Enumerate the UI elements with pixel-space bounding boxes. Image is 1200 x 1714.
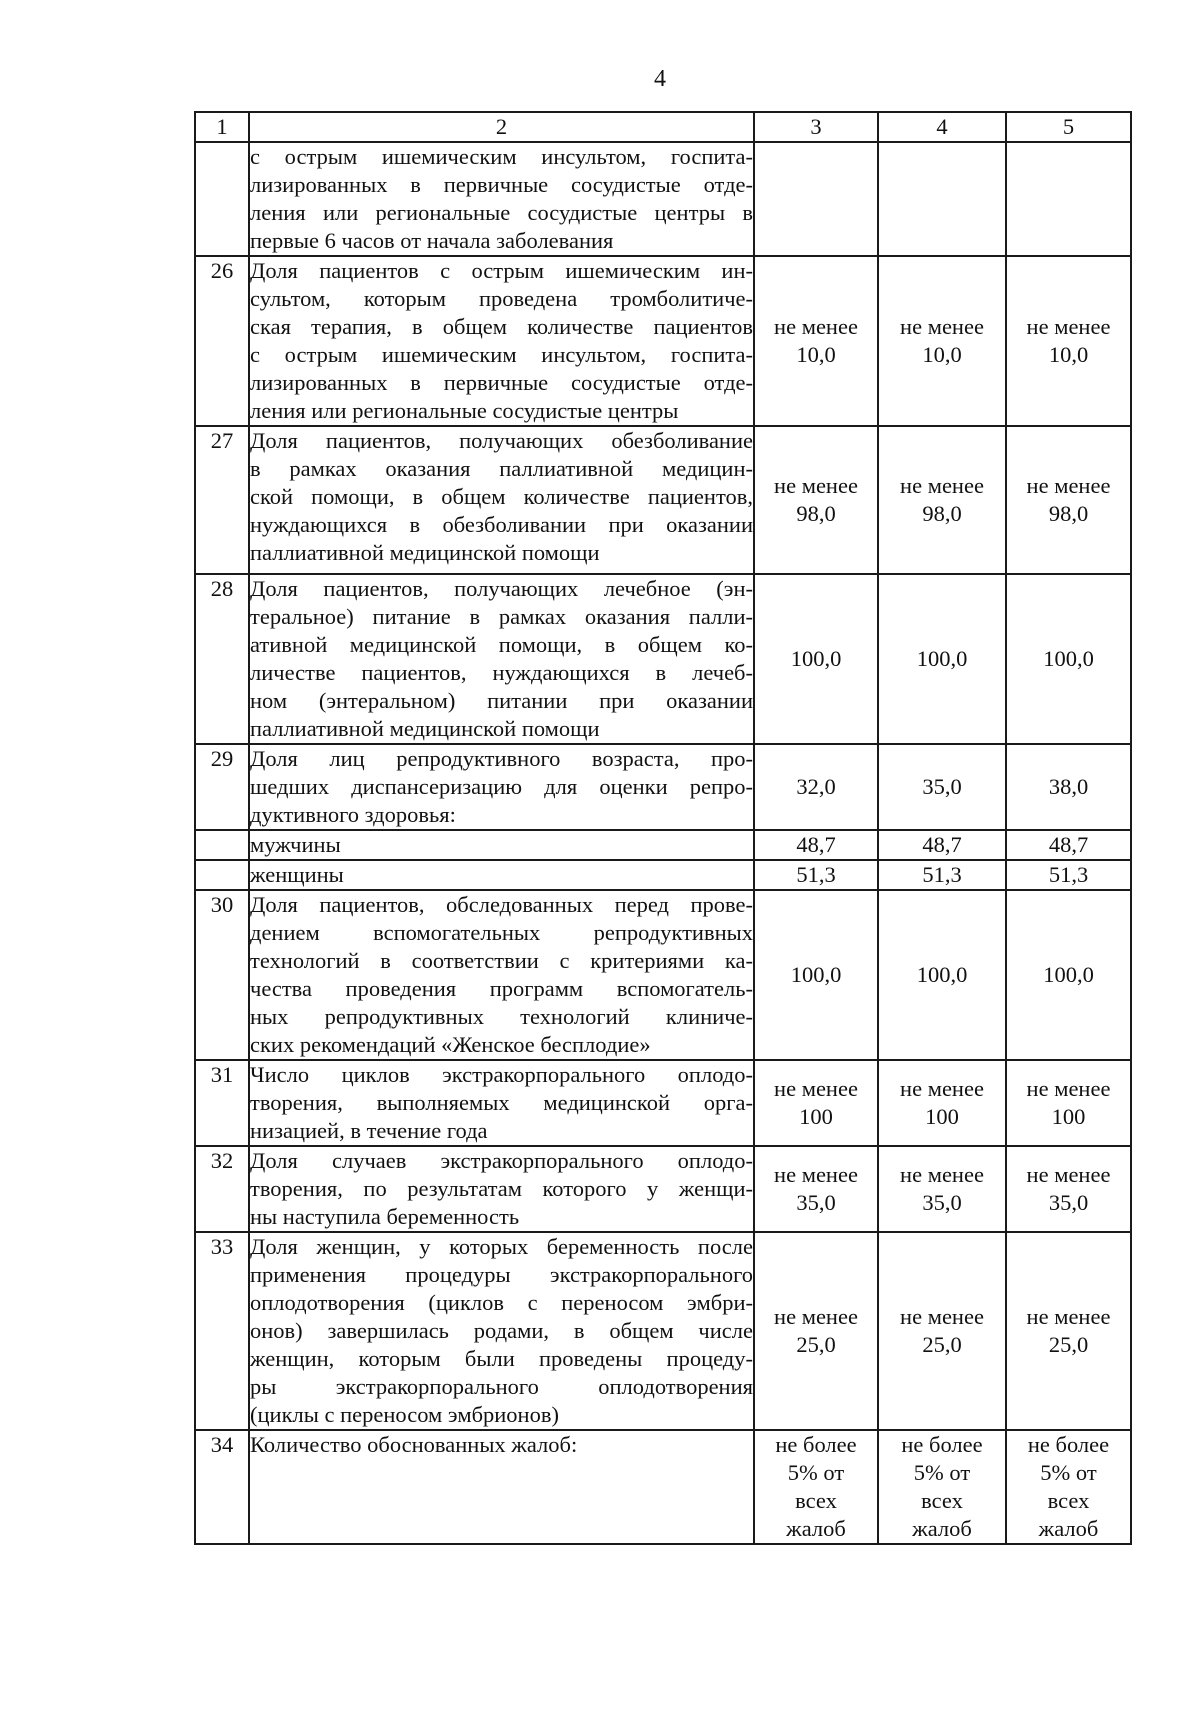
- value-cell-v5: [1006, 1232, 1131, 1430]
- table-row: [195, 890, 1131, 1060]
- description-line: женщин, которым были проведены процеду-: [250, 1346, 753, 1371]
- value-line: не менее: [900, 1304, 984, 1329]
- description-line: ативной медицинской помощи, в общем ко-: [250, 632, 753, 657]
- value-cell-v3: [754, 574, 878, 744]
- header-row: [195, 112, 1131, 142]
- row-number-cell: 29: [195, 744, 249, 830]
- page-number: 4: [654, 66, 666, 92]
- value-line: 32,0: [796, 774, 836, 799]
- value-line: не менее: [900, 1162, 984, 1187]
- value-line: 98,0: [1048, 501, 1089, 526]
- value-line: 5% от: [913, 1460, 971, 1485]
- description-line: нуждающихся в обезболивании при оказании: [250, 512, 753, 537]
- value-cell-v3: [754, 142, 878, 256]
- description-line: ном (энтеральном) питании при оказании: [250, 688, 753, 713]
- value-line: 51,3: [1048, 862, 1089, 887]
- description-line: паллиативной медицинской помощи: [250, 716, 600, 741]
- row-number-cell: 26: [195, 256, 249, 426]
- value-cell-v5: [1006, 574, 1131, 744]
- value-cell-v4: [878, 1146, 1006, 1232]
- value-cell-v5: [1006, 890, 1131, 1060]
- value-line: 100,0: [1043, 962, 1094, 987]
- value-line: 5% от: [787, 1460, 845, 1485]
- value-line: 51,3: [796, 862, 836, 887]
- value-line: не менее: [1026, 1304, 1111, 1329]
- table-row: [195, 142, 1131, 256]
- value-line: 48,7: [796, 832, 836, 857]
- description-line: ны наступила беременность: [250, 1204, 520, 1229]
- value-line: не более: [775, 1432, 857, 1457]
- indicator-description-cell: [249, 426, 754, 574]
- description-line: лизированных в первичные сосудистые отде-: [250, 172, 753, 197]
- value-cell-v5: [1006, 426, 1131, 574]
- value-cell-v4: [878, 860, 1006, 890]
- value-cell-v3: [754, 1146, 878, 1232]
- table-row: [195, 1430, 1131, 1544]
- value-line: 35,0: [1048, 1190, 1089, 1215]
- value-cell-v3: [754, 890, 878, 1060]
- description-line: с острым ишемическим инсультом, госпита-: [250, 144, 753, 169]
- value-cell-v4: [878, 744, 1006, 830]
- indicator-description-cell: [249, 1430, 754, 1544]
- indicator-description-cell: [249, 256, 754, 426]
- description-line: личестве пациентов, нуждающихся в лечеб-: [250, 660, 753, 685]
- value-line: не менее: [900, 314, 984, 339]
- description-line: ных репродуктивных технологий клиниче-: [250, 1004, 753, 1029]
- description-line: творения, выполняемых медицинской орга-: [250, 1090, 753, 1115]
- description-line: ской помощи, в общем количестве пациентов,: [250, 484, 753, 509]
- description-line: чества проведения программ вспомогатель-: [250, 976, 753, 1001]
- indicator-description-cell: [249, 860, 754, 890]
- table-row: [195, 830, 1131, 860]
- value-line: всех: [921, 1488, 963, 1513]
- value-line: 98,0: [796, 501, 836, 526]
- value-line: 48,7: [922, 832, 962, 857]
- header-cell: 3: [754, 112, 878, 142]
- value-line: не менее: [1026, 314, 1111, 339]
- description-line: Доля лиц репродуктивного возраста, про-: [250, 746, 753, 771]
- indicator-description-cell: [249, 830, 754, 860]
- value-cell-v5: [1006, 860, 1131, 890]
- value-line: 100,0: [916, 646, 968, 671]
- description-line: в рамках оказания паллиативной медицин-: [250, 456, 753, 481]
- value-cell-v5: [1006, 1146, 1131, 1232]
- value-cell-v5: [1006, 1060, 1131, 1146]
- table-row: [195, 1146, 1131, 1232]
- value-line: не менее: [774, 1162, 858, 1187]
- row-number-cell: 28: [195, 574, 249, 744]
- header-cell: 4: [878, 112, 1006, 142]
- value-line: 35,0: [922, 1190, 962, 1215]
- value-line: не менее: [774, 1076, 858, 1101]
- row-number-cell: [195, 142, 249, 256]
- description-line: шедших диспансеризацию для оценки репро-: [250, 774, 753, 799]
- value-line: 100,0: [790, 962, 842, 987]
- description-line: женщины: [250, 862, 344, 887]
- value-cell-v3: [754, 744, 878, 830]
- indicators-table: [194, 111, 1132, 1545]
- description-line: Доля женщин, у которых беременность после: [250, 1234, 753, 1259]
- description-line: ления или региональные сосудистые центры в: [250, 200, 753, 225]
- description-line: Доля пациентов, получающих лечебное (эн-: [250, 576, 753, 601]
- row-number-cell: 27: [195, 426, 249, 574]
- value-cell-v4: [878, 142, 1006, 256]
- value-cell-v3: [754, 1430, 878, 1544]
- value-line: 5% от: [1040, 1460, 1097, 1485]
- description-line: онов) завершилась родами, в общем числе: [250, 1318, 753, 1343]
- value-line: 25,0: [922, 1332, 962, 1357]
- indicator-description-cell: [249, 142, 754, 256]
- value-line: не более: [901, 1432, 983, 1457]
- value-line: 35,0: [796, 1190, 836, 1215]
- value-line: 51,3: [922, 862, 962, 887]
- description-line: Доля пациентов с острым ишемическим ин-: [250, 258, 753, 283]
- value-line: не менее: [1026, 473, 1111, 498]
- indicator-description-cell: [249, 574, 754, 744]
- value-line: 100,0: [790, 646, 842, 671]
- value-line: всех: [1047, 1488, 1090, 1513]
- value-line: 98,0: [922, 501, 962, 526]
- table-row: [195, 1232, 1131, 1430]
- value-line: не менее: [1026, 1076, 1111, 1101]
- value-line: 100,0: [916, 962, 968, 987]
- value-line: 100: [799, 1104, 833, 1129]
- table-row: [195, 1060, 1131, 1146]
- value-line: 25,0: [796, 1332, 836, 1357]
- value-cell-v4: [878, 426, 1006, 574]
- row-number-cell: 31: [195, 1060, 249, 1146]
- description-line: ская терапия, в общем количестве пациентов: [250, 314, 753, 339]
- value-cell-v3: [754, 1232, 878, 1430]
- description-line: Доля пациентов, получающих обезболивание: [250, 428, 753, 453]
- value-cell-v3: [754, 1060, 878, 1146]
- value-cell-v5: [1006, 744, 1131, 830]
- value-cell-v5: [1006, 830, 1131, 860]
- description-line: низацией, в течение года: [250, 1118, 488, 1143]
- table-row: [195, 744, 1131, 830]
- row-number-cell: 34: [195, 1430, 249, 1544]
- value-line: 10,0: [1048, 342, 1089, 367]
- description-line: паллиативной медицинской помощи: [250, 540, 600, 565]
- value-line: 100,0: [1043, 646, 1094, 671]
- indicator-description-cell: [249, 744, 754, 830]
- value-line: 35,0: [922, 774, 962, 799]
- description-line: ления или региональные сосудистые центры: [250, 398, 679, 423]
- value-line: 100: [925, 1104, 959, 1129]
- description-line: мужчины: [250, 832, 341, 857]
- description-line: Число циклов экстракорпорального оплодо-: [250, 1062, 753, 1087]
- value-line: 10,0: [796, 342, 836, 367]
- indicator-description-cell: [249, 1232, 754, 1430]
- indicator-description-cell: [249, 1060, 754, 1146]
- value-line: жалоб: [912, 1516, 972, 1541]
- description-line: первые 6 часов от начала заболевания: [250, 228, 614, 253]
- indicator-description-cell: [249, 1146, 754, 1232]
- description-line: с острым ишемическим инсультом, госпита-: [250, 342, 753, 367]
- value-cell-v5: [1006, 142, 1131, 256]
- value-cell-v4: [878, 890, 1006, 1060]
- description-line: оплодотворения (циклов с переносом эмбри-: [250, 1290, 753, 1315]
- value-cell-v3: [754, 860, 878, 890]
- value-line: не менее: [774, 1304, 858, 1329]
- value-cell-v4: [878, 256, 1006, 426]
- row-number-cell: 33: [195, 1232, 249, 1430]
- table-row: [195, 860, 1131, 890]
- value-cell-v5: [1006, 256, 1131, 426]
- description-line: творения, по результатам которого у женщи-: [250, 1176, 753, 1201]
- description-line: применения процедуры экстракорпорального: [250, 1262, 753, 1287]
- row-number-cell: [195, 830, 249, 860]
- row-number-cell: 30: [195, 890, 249, 1060]
- description-line: дуктивного здоровья:: [250, 802, 456, 827]
- value-cell-v5: [1006, 1430, 1131, 1544]
- row-number-cell: 32: [195, 1146, 249, 1232]
- row-number-cell: [195, 860, 249, 890]
- value-cell-v4: [878, 1232, 1006, 1430]
- description-line: лизированных в первичные сосудистые отде-: [250, 370, 753, 395]
- table-row: [195, 426, 1131, 574]
- value-line: 10,0: [922, 342, 962, 367]
- header-cell: 5: [1006, 112, 1131, 142]
- value-line: 38,0: [1048, 774, 1089, 799]
- table-row: [195, 574, 1131, 744]
- value-line: 100: [1051, 1104, 1086, 1129]
- description-line: Доля случаев экстракорпорального оплодо-: [250, 1148, 753, 1173]
- description-line: (циклы с переносом эмбрионов): [250, 1402, 559, 1427]
- value-cell-v3: [754, 830, 878, 860]
- value-line: не менее: [900, 473, 984, 498]
- description-line: сультом, которым проведена тромболитиче-: [250, 286, 753, 311]
- header-cell: 1: [195, 112, 249, 142]
- value-line: 48,7: [1048, 832, 1089, 857]
- indicator-description-cell: [249, 890, 754, 1060]
- value-cell-v3: [754, 256, 878, 426]
- value-line: не менее: [774, 314, 858, 339]
- value-line: не менее: [900, 1076, 984, 1101]
- value-cell-v4: [878, 574, 1006, 744]
- value-line: не менее: [774, 473, 858, 498]
- value-line: не менее: [1026, 1162, 1111, 1187]
- description-line: ры экстракорпорального оплодотворения: [250, 1374, 753, 1399]
- value-cell-v4: [878, 1060, 1006, 1146]
- description-line: дением вспомогательных репродуктивных: [250, 920, 753, 945]
- value-line: не более: [1027, 1432, 1110, 1457]
- header-cell: 2: [249, 112, 754, 142]
- value-line: 25,0: [1048, 1332, 1089, 1357]
- value-cell-v4: [878, 830, 1006, 860]
- value-cell-v4: [878, 1430, 1006, 1544]
- table-body: [195, 112, 1131, 1544]
- description-line: технологий в соответствии с критериями ка-: [250, 948, 753, 973]
- description-line: теральное) питание в рамках оказания палли-: [250, 604, 753, 629]
- description-line: Доля пациентов, обследованных перед прове-: [250, 892, 753, 917]
- value-line: жалоб: [786, 1516, 846, 1541]
- value-line: жалоб: [1038, 1516, 1099, 1541]
- value-cell-v3: [754, 426, 878, 574]
- table-row: [195, 256, 1131, 426]
- value-line: всех: [795, 1488, 837, 1513]
- description-line: Количество обоснованных жалоб:: [250, 1432, 578, 1457]
- description-line: ских рекомендаций «Женское бесплодие»: [250, 1032, 651, 1057]
